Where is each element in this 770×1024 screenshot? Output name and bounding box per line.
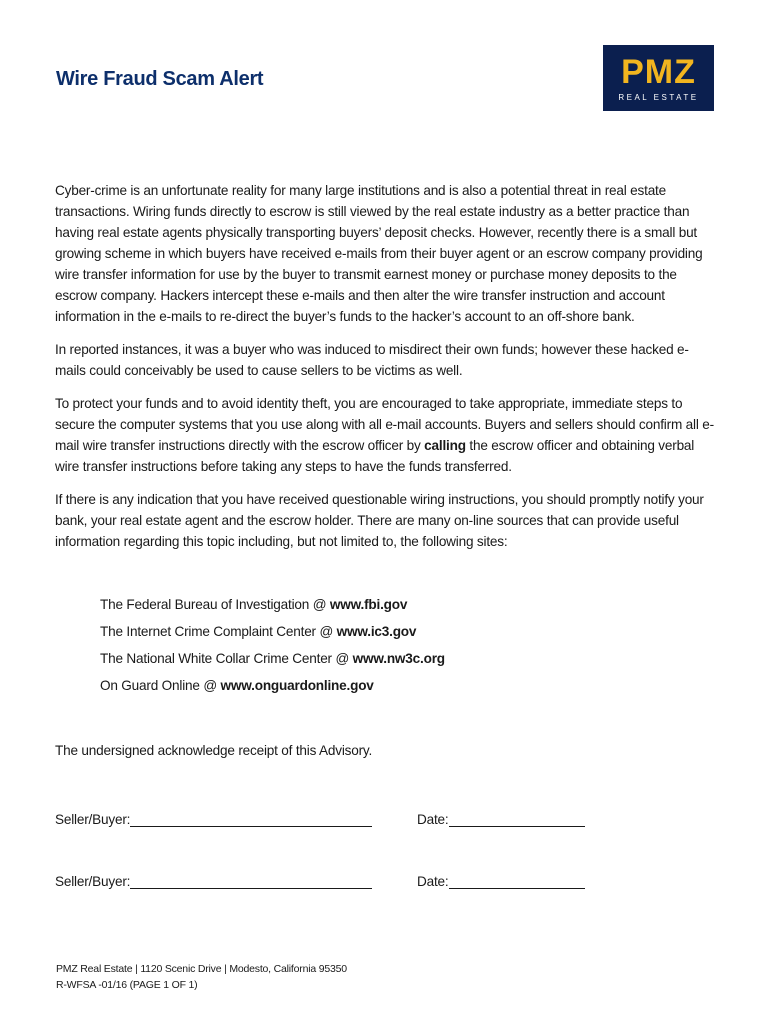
signature-field-2[interactable] [55,874,372,889]
page-title: Wire Fraud Scam Alert [56,68,264,90]
signature-label: Seller/Buyer: [55,874,131,889]
date-label: Date: [417,874,449,889]
site-label: The Federal Bureau of Investigation @ [100,597,330,612]
emphasis-calling: calling [424,438,466,453]
site-label: On Guard Online @ [100,678,221,693]
list-item [100,648,445,675]
site-url: www.ic3.gov [336,624,417,639]
site-url: www.fbi.gov [329,597,408,612]
paragraph-protect-end: the escrow officer and obtaining verbal wire transfer instructions before taking any steps to have the funds transferred. [55,438,695,474]
date-field-2[interactable] [417,874,585,889]
footer-form-id: R-WFSA -01/16 (PAGE 1 OF 1) [56,979,198,991]
acknowledgement-text: The undersigned acknowledge receipt of this Advisory. [55,743,373,758]
list-item [100,675,445,702]
list-item [100,594,445,621]
date-label: Date: [417,812,449,827]
paragraph-intro: Cyber-crime is an unfortunate reality for many large institutions and is also a potential threat in real estate transactions. Wiring funds directly to escrow is still viewed by the real estate industry as a better practice than having real estate agents physically transporting buyers’ deposit checks. However, recently there is a small but growing scheme in which buyers have received e-mails from their buyer agent or an escrow company providing wire transfer information for use by the buyer to transmit earnest money or purchase money deposits to the escrow company. Hackers intercept these e-mails and then alter the wire transfer instruction and account information in the e-mails to re-direct the buyer’s funds to the hacker’s account to an off-shore bank. [55,183,703,324]
paragraph-notify: If there is any indication that you have received questionable wiring instructions, you should promptly notify your bank, your real estate agent and the escrow holder. There are many on-line sources that can provide useful information regarding this topic including, but not limited to, the following sites: [55,492,704,549]
resource-site-list [100,594,445,702]
paragraph-instances: In reported instances, it was a buyer who was induced to misdirect their own funds; however these hacked e-mails could conceivably be used to cause sellers to be victims as well. [55,342,689,378]
page-footer [56,961,347,993]
date-line[interactable] [449,874,585,889]
site-label: The National White Collar Crime Center @ [100,651,353,666]
company-logo [603,45,714,111]
logo-mark: PMZ [621,53,696,91]
signature-line[interactable] [130,874,372,889]
site-url: www.nw3c.org [352,651,445,666]
paragraph-protect-start: To protect your funds and to avoid identity theft, you are encouraged to take appropriate, immediate steps to secure the computer systems that you use along with all e-mail accounts. Buyers and sellers should confirm all e-mail wire transfer instructions directly with the escrow officer by [55,396,714,453]
footer-address: PMZ Real Estate | 1120 Scenic Drive | Modesto, California 95350 [56,963,347,975]
list-item [100,621,445,648]
site-url: www.onguardonline.gov [220,678,374,693]
date-line[interactable] [449,812,585,827]
advisory-body [55,180,717,564]
signature-label: Seller/Buyer: [55,812,131,827]
paragraph-protect [55,393,717,477]
logo-subtitle: REAL ESTATE [618,93,699,102]
signature-field-1[interactable] [55,812,372,827]
signature-line[interactable] [130,812,372,827]
site-label: The Internet Crime Complaint Center @ [100,624,337,639]
date-field-1[interactable] [417,812,585,827]
